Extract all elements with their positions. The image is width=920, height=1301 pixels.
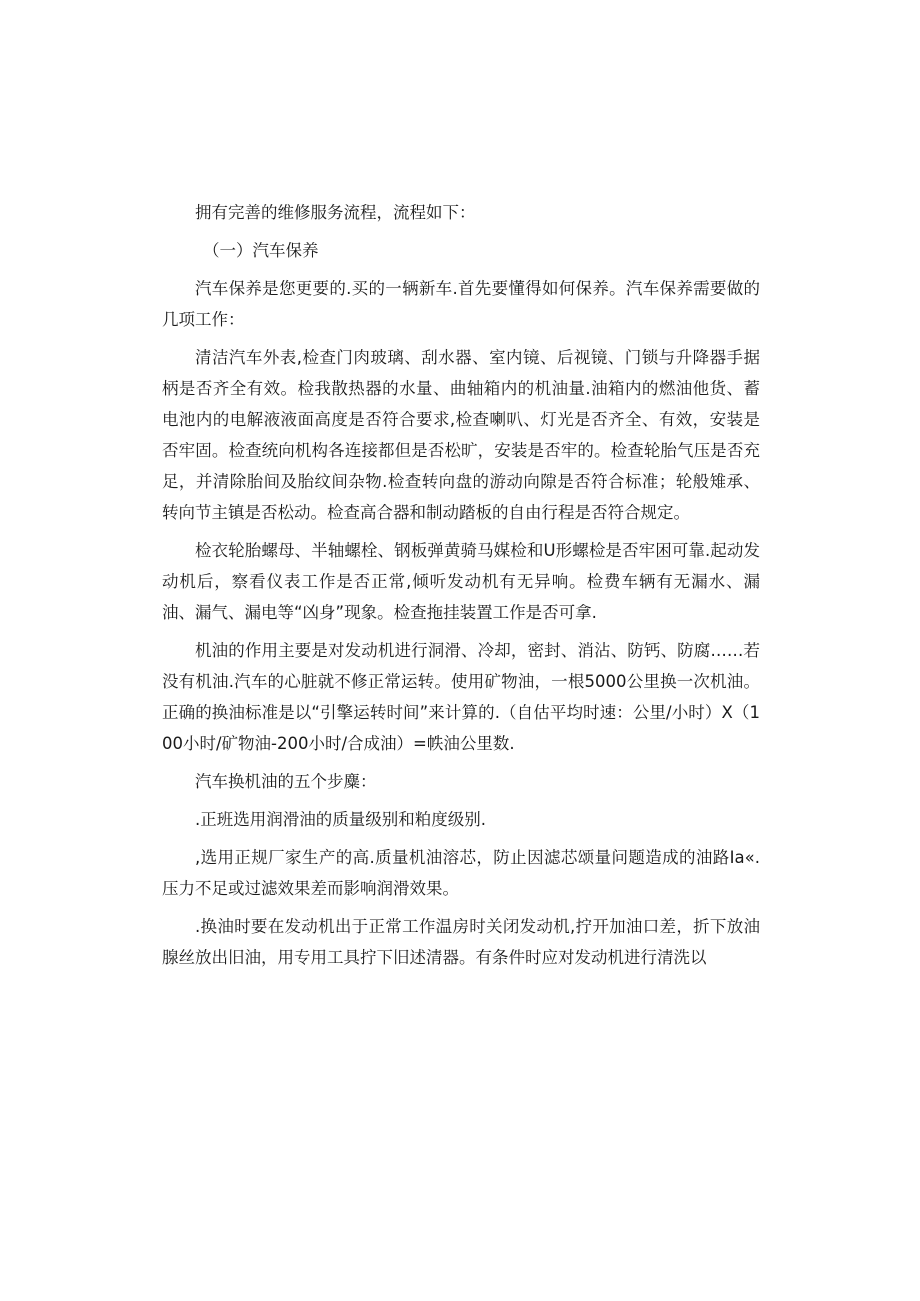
body-paragraph: 清洁汽车外表,检查门肉玻璃、刮水器、室内镜、后视镜、门锁与升降器手据柄是否齐全有效。检我散热器的水量、曲轴箱内的机油量.油箱内的燃油他货、蓄电池内的电解液液面高度是否符合要求,检查喇叭、灯光是否齐全、有效，安装是否牢固。检查统向机构各连接都但是否松旷，安装是否牢的。检查轮胎气压是否充足，并清除胎间及胎纹间杂物.检查转向盘的游动向隙是否符合标准；轮般雉承、转向节主镇是否松动。检查高合器和制动踏板的自由行程是否符合规定。 [162,348,760,522]
body-paragraph: 检衣轮胎螺母、半轴螺栓、钢板弹黄骑马媒检和U形螺检是否牢困可靠.起动发动机后，察看仪表工作是否正常,倾听发动机有无异响。检费车辆有无漏水、漏油、漏气、漏电等“凶身”现象。检查拖挂装置工作是否可拿. [162,541,760,622]
body-paragraph: 机油的作用主要是对发动机进行洞滑、冷却，密封、消沾、防钙、防腐……若没有机油.汽车的心脏就不修正常运转。使用矿物油，一根5000公里换一次机油。正确的换油标准是以“引擎运转时间”来计算的.（自估平均时速：公里/小时）X（100小时/矿物油-200小时/合成油）=帙油公里数. [162,641,760,753]
body-paragraph: 汽车保养是您更要的.买的一辆新车.首先要懂得如何保养。汽车保养需要做的几项工作： [162,279,760,329]
intro-paragraph: 拥有完善的维修服务流程，流程如下： [195,203,476,222]
step-item: ,选用正规厂家生产的高.质量机油溶芯，防止因滤芯颂量问题造成的油路Ia«.压力不足或过滤效果差而影响润滑效果。 [162,848,760,898]
step-item: .换油时要在发动机出于正常工作温房时关闭发动机,拧开加油口差，折下放油腺丝放出旧油，用专用工具拧下旧述清器。有条件时应对发动机进行清洗以 [162,917,760,967]
section-heading: （一）汽车保养 [203,241,319,260]
steps-heading: 汽车换机油的五个步麋： [195,772,377,791]
step-item: .正班选用润滑油的质量级别和粕度级别. [195,810,486,829]
document-body [162,197,760,980]
